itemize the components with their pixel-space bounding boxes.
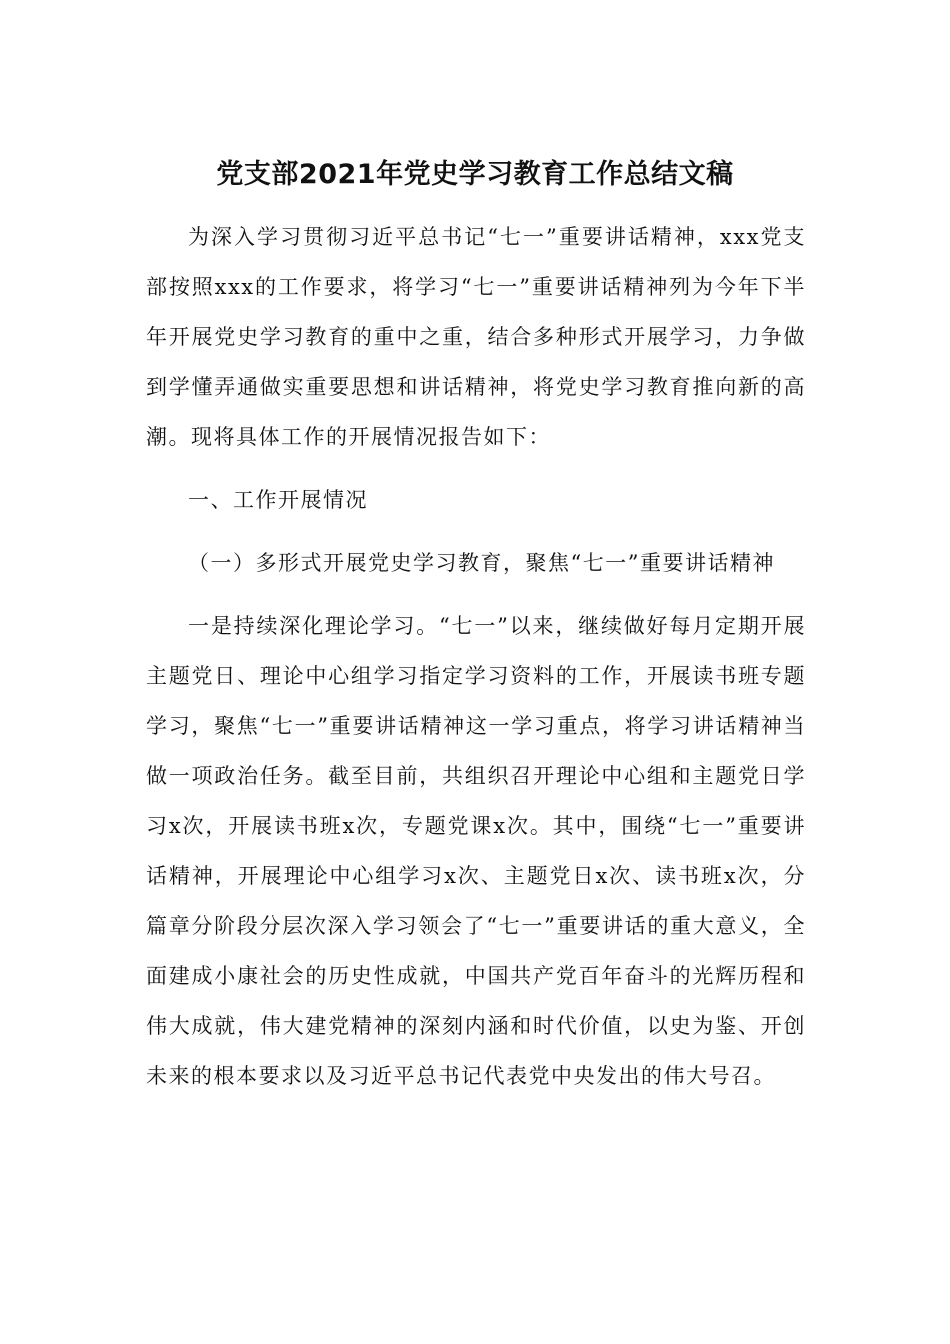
body-paragraph: 一是持续深化理论学习。“七一”以来，继续做好每月定期开展主题党日、理论中心组学习指定学习资料的工作，开展读书班专题学习，聚焦“七一”重要讲话精神这一学习重点，将学习讲话精神当做一项政治任务。截至目前，共组织召开理论中心组和主题党日学习x次，开展读书班x次，专题党课x次。其中，围绕“七一”重要讲话精神，开展理论中心组学习x次、主题党日x次、读书班x次，分篇章分阶段分层次深入学习领会了“七一”重要讲话的重大意义，全面建成小康社会的历史性成就，中国共产党百年奋斗的光辉历程和伟大成就，伟大建党精神的深刻内涵和时代价值，以史为鉴、开创未来的根本要求以及习近平总书记代表党中央发出的伟大号召。 (146, 614, 806, 1088)
document-title: 党支部2021年党史学习教育工作总结文稿 (216, 159, 734, 190)
subsection-heading: （一）多形式开展党史学习教育，聚焦“七一”重要讲话精神 (188, 551, 775, 575)
document-body (146, 212, 806, 1101)
section-heading: 一、工作开展情况 (188, 488, 368, 512)
intro-paragraph: 为深入学习贯彻习近平总书记“七一”重要讲话精神，xxx党支部按照xxx的工作要求，将学习“七一”重要讲话精神列为今年下半年开展党史学习教育的重中之重，结合多种形式开展学习，力争做到学懂弄通做实重要思想和讲话精神，将党史学习教育推向新的高潮。现将具体工作的开展情况报告如下： (146, 225, 806, 449)
